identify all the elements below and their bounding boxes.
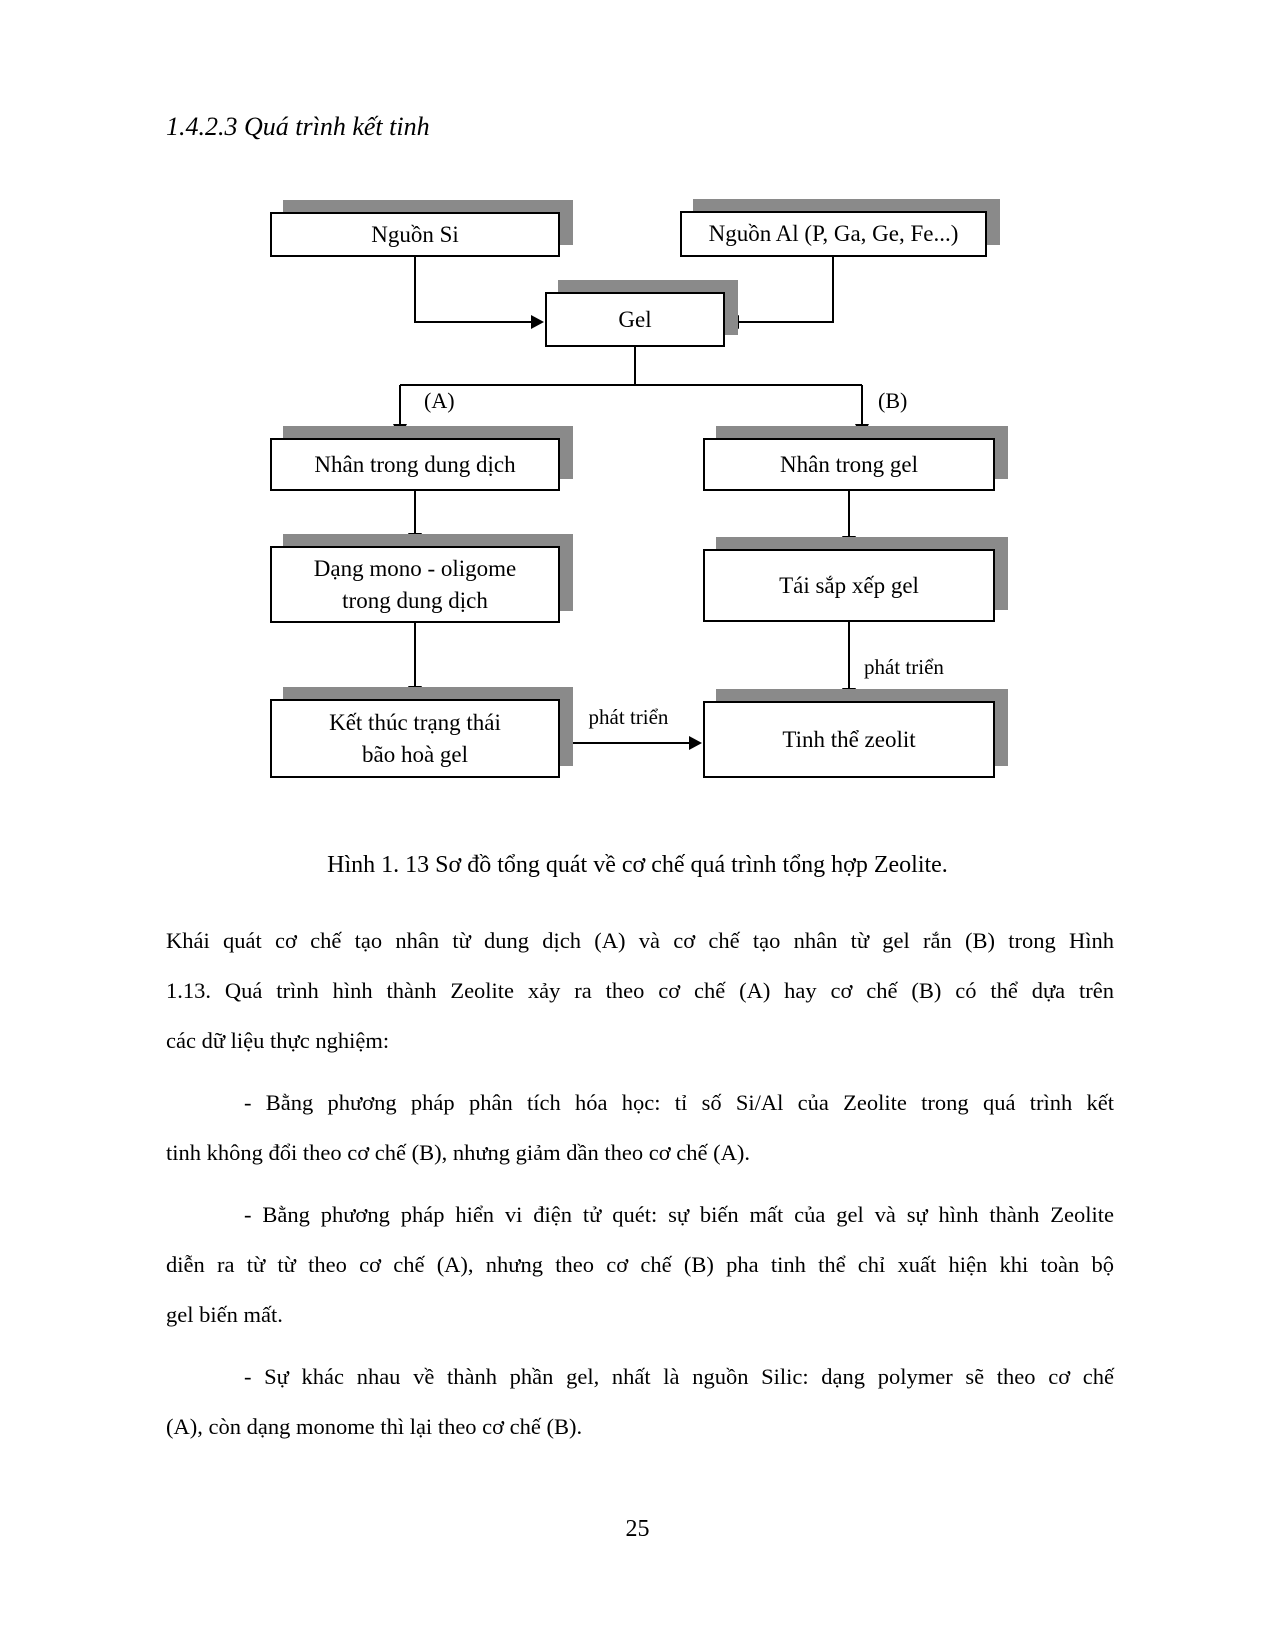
text-line: tinh không đổi theo cơ chế (B), nhưng giảm dần theo cơ chế (A). (166, 1140, 750, 1165)
paragraph (166, 1190, 1114, 1340)
box-dang-mono-line2: trong dung dịch (342, 587, 488, 613)
box-nguon-si (270, 212, 560, 257)
box-nhan-trong-dung-dich (270, 438, 560, 491)
paragraph (166, 1352, 1114, 1452)
phat-trien-horizontal-label: phát triển (588, 705, 669, 729)
figure-caption: Hình 1. 13 Sơ đồ tổng quát về cơ chế quá trình tổng hợp Zeolite. (327, 852, 948, 878)
box-tinh-the-zeolit (703, 701, 995, 778)
text-line: Khái quát cơ chế tạo nhân từ dung dịch (A) và cơ chế tạo nhân từ gel rắn (B) trong Hình (166, 928, 1114, 953)
box-nhan-trong-dung-dich-label: Nhân trong dung dịch (314, 451, 516, 477)
box-nhan-trong-gel-label: Nhân trong gel (780, 451, 918, 477)
text-line: 1.13. Quá trình hình thành Zeolite xảy ra theo cơ chế (A) hay cơ chế (B) có thể dựa trên (166, 978, 1114, 1003)
box-nhan-trong-gel (703, 438, 995, 491)
box-nguon-al (680, 211, 987, 257)
box-ket-thuc-trang-thai (270, 699, 560, 778)
box-dang-mono-line1: Dạng mono - oligome (313, 556, 517, 582)
paragraph (166, 1078, 1114, 1178)
text-line: - Bằng phương pháp hiển vi điện tử quét: sự biến mất của gel và sự hình thành Zeolite (244, 1202, 1114, 1227)
box-ket-thuc-line2: bão hoà gel (361, 741, 468, 767)
arrowheads (393, 315, 869, 750)
branch-b-label: (B) (878, 388, 908, 413)
box-ket-thuc-line1: Kết thúc trạng thái (329, 710, 501, 736)
branch-a-label: (A) (424, 388, 455, 413)
text-line: - Sự khác nhau về thành phần gel, nhất là nguồn Silic: dạng polymer sẽ theo cơ chế (244, 1364, 1114, 1389)
flowchart-diagram (0, 0, 1275, 810)
box-dang-mono-oligome (270, 546, 560, 623)
box-gel-label: Gel (618, 306, 652, 332)
box-tai-sap-xep-gel-label: Tái sắp xếp gel (779, 572, 919, 598)
paragraph (166, 916, 1114, 1066)
box-nguon-si-label: Nguồn Si (371, 221, 459, 247)
flowchart-connectors (0, 0, 1275, 810)
section-heading: 1.4.2.3 Quá trình kết tinh (166, 112, 430, 141)
box-nguon-al-label: Nguồn Al (P, Ga, Ge, Fe...) (708, 221, 959, 247)
text-line: - Bằng phương pháp phân tích hóa học: tỉ số Si/Al của Zeolite trong quá trình kết (244, 1090, 1114, 1115)
box-tai-sap-xep-gel (703, 549, 995, 622)
text-line: (A), còn dạng monome thì lại theo cơ chế (B). (166, 1414, 583, 1439)
box-tinh-the-zeolit-label: Tinh thể zeolit (782, 726, 916, 752)
body-paragraphs (166, 916, 1114, 1464)
text-line: diễn ra từ từ theo cơ chế (A), nhưng theo cơ chế (B) pha tinh thể chỉ xuất hiện khi toàn bộ (166, 1252, 1114, 1277)
box-gel (545, 292, 725, 347)
phat-trien-vertical-label: phát triển (864, 655, 944, 679)
text-line: các dữ liệu thực nghiệm: (166, 1028, 390, 1053)
text-line: gel biến mất. (166, 1302, 283, 1327)
page-number: 25 (625, 1516, 650, 1542)
